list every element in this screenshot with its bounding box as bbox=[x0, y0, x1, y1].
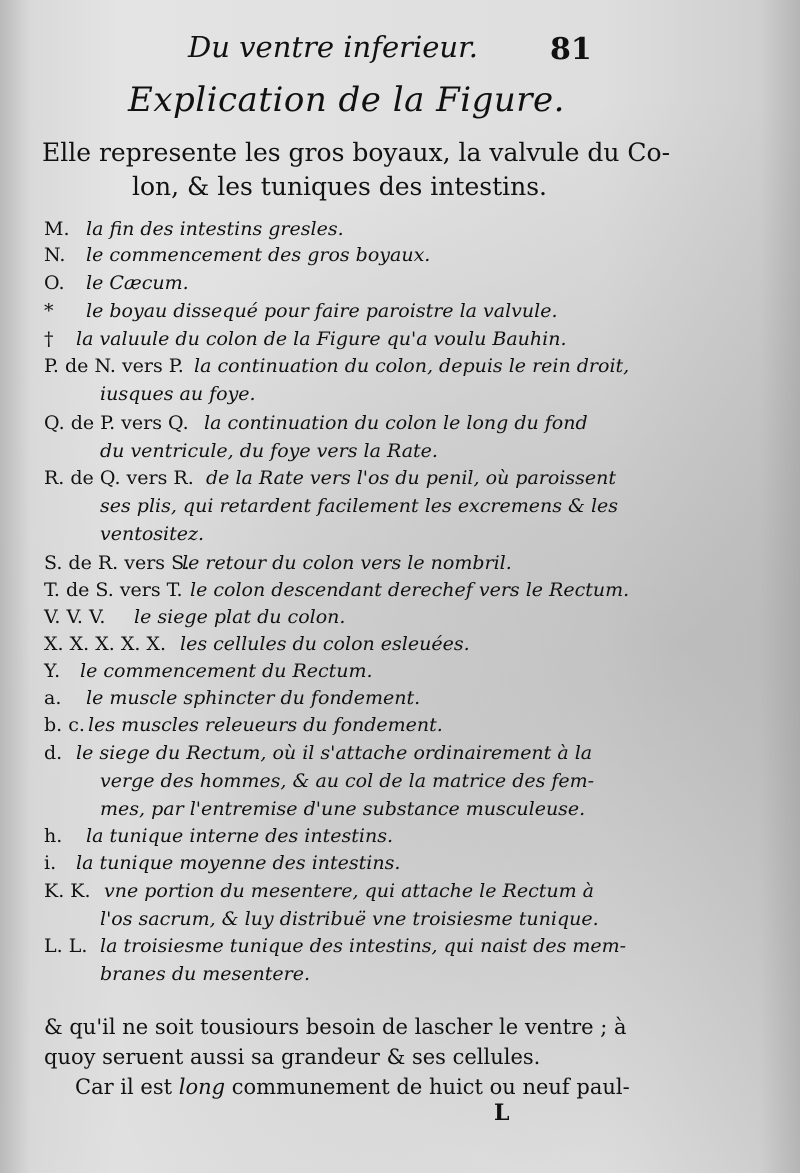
legend-description: le siege du Rectum, où il s'attache ordinairement à la bbox=[76, 742, 593, 764]
legend-description: les muscles releueurs du fondement. bbox=[88, 714, 443, 736]
body-line-3-italic: long bbox=[178, 1075, 226, 1099]
legend-description: la tunique interne des intestins. bbox=[86, 825, 393, 847]
legend-description: la continuation du colon le long du fond bbox=[204, 412, 588, 434]
page-number: 81 bbox=[550, 32, 592, 67]
legend-description: la tunique moyenne des intestins. bbox=[76, 852, 401, 874]
legend-label: T. de S. vers T. bbox=[44, 579, 183, 601]
legend-description: vne portion du mesentere, qui attache le Rectum à bbox=[104, 880, 594, 902]
legend-description: verge des hommes, & au col de la matrice des fem- bbox=[100, 770, 595, 792]
legend-description: la valuule du colon de la Figure qu'a voulu Bauhin. bbox=[76, 328, 567, 350]
body-line-3-end: communement de huict ou neuf paul- bbox=[225, 1075, 630, 1099]
signature-mark: L bbox=[494, 1100, 510, 1126]
legend-description: le siege plat du colon. bbox=[134, 606, 346, 628]
legend-label: d. bbox=[44, 742, 63, 764]
legend-label: * bbox=[44, 300, 54, 322]
legend-description: le commencement du Rectum. bbox=[80, 660, 373, 682]
legend-label: M. bbox=[44, 218, 70, 240]
legend-description: iusques au foye. bbox=[100, 383, 256, 405]
legend-description: les cellules du colon esleuées. bbox=[180, 633, 470, 655]
legend-description: de la Rate vers l'os du penil, où paroissent bbox=[206, 467, 616, 489]
legend-description: le boyau dissequé pour faire paroistre la valvule. bbox=[86, 300, 558, 322]
legend-label: P. de N. vers P. bbox=[44, 355, 184, 377]
legend-description: la continuation du colon, depuis le rein droit, bbox=[194, 355, 630, 377]
legend-label: a. bbox=[44, 687, 62, 709]
legend-label: i. bbox=[44, 852, 57, 874]
legend-label: X. X. X. X. X. bbox=[44, 633, 166, 655]
legend-description: mes, par l'entremise d'une substance musculeuse. bbox=[100, 798, 586, 820]
body-line-3 bbox=[75, 1075, 630, 1099]
legend-label: R. de Q. vers R. bbox=[44, 467, 194, 489]
figure-explanation-title: Explication de la Figure. bbox=[128, 80, 565, 120]
legend-label: L. L. bbox=[44, 935, 88, 957]
legend-description: le colon descendant derechef vers le Rectum. bbox=[190, 579, 630, 601]
legend-description: le commencement des gros boyaux. bbox=[86, 244, 431, 266]
legend-label: b. c. bbox=[44, 714, 85, 736]
legend-description: branes du mesentere. bbox=[100, 963, 311, 985]
subtitle-line-2: lon, & les tuniques des intestins. bbox=[132, 172, 547, 201]
legend-description: le muscle sphincter du fondement. bbox=[86, 687, 421, 709]
legend-label: h. bbox=[44, 825, 63, 847]
legend-description: du ventricule, du foye vers la Rate. bbox=[100, 440, 438, 462]
running-title: Du ventre inferieur. bbox=[188, 30, 478, 64]
legend-description: l'os sacrum, & luy distribuë vne troisiesme tunique. bbox=[100, 908, 599, 930]
legend-description: ses plis, qui retardent facilement les excremens & les bbox=[100, 495, 619, 517]
body-line-1: & qu'il ne soit tousiours besoin de lascher le ventre ; à bbox=[44, 1015, 627, 1039]
body-line-2: quoy seruent aussi sa grandeur & ses cellules. bbox=[44, 1045, 541, 1069]
subtitle-line-1: Elle represente les gros boyaux, la valvule du Co- bbox=[42, 138, 671, 167]
legend-label: V. V. V. bbox=[44, 606, 106, 628]
legend-label: N. bbox=[44, 244, 66, 266]
body-line-3-start: Car il est bbox=[75, 1075, 179, 1099]
legend-description: le retour du colon vers le nombril. bbox=[182, 552, 512, 574]
legend-description: ventositez. bbox=[100, 523, 205, 545]
legend-description: la troisiesme tunique des intestins, qui naist des mem- bbox=[100, 935, 627, 957]
legend-label: † bbox=[44, 328, 54, 350]
legend-description: la fin des intestins gresles. bbox=[86, 218, 344, 240]
legend-label: S. de R. vers S. bbox=[44, 552, 190, 574]
legend-label: O. bbox=[44, 272, 65, 294]
legend-label: K. K. bbox=[44, 880, 91, 902]
legend-label: Y. bbox=[44, 660, 61, 682]
legend-description: le Cæcum. bbox=[86, 272, 189, 294]
legend-label: Q. de P. vers Q. bbox=[44, 412, 189, 434]
